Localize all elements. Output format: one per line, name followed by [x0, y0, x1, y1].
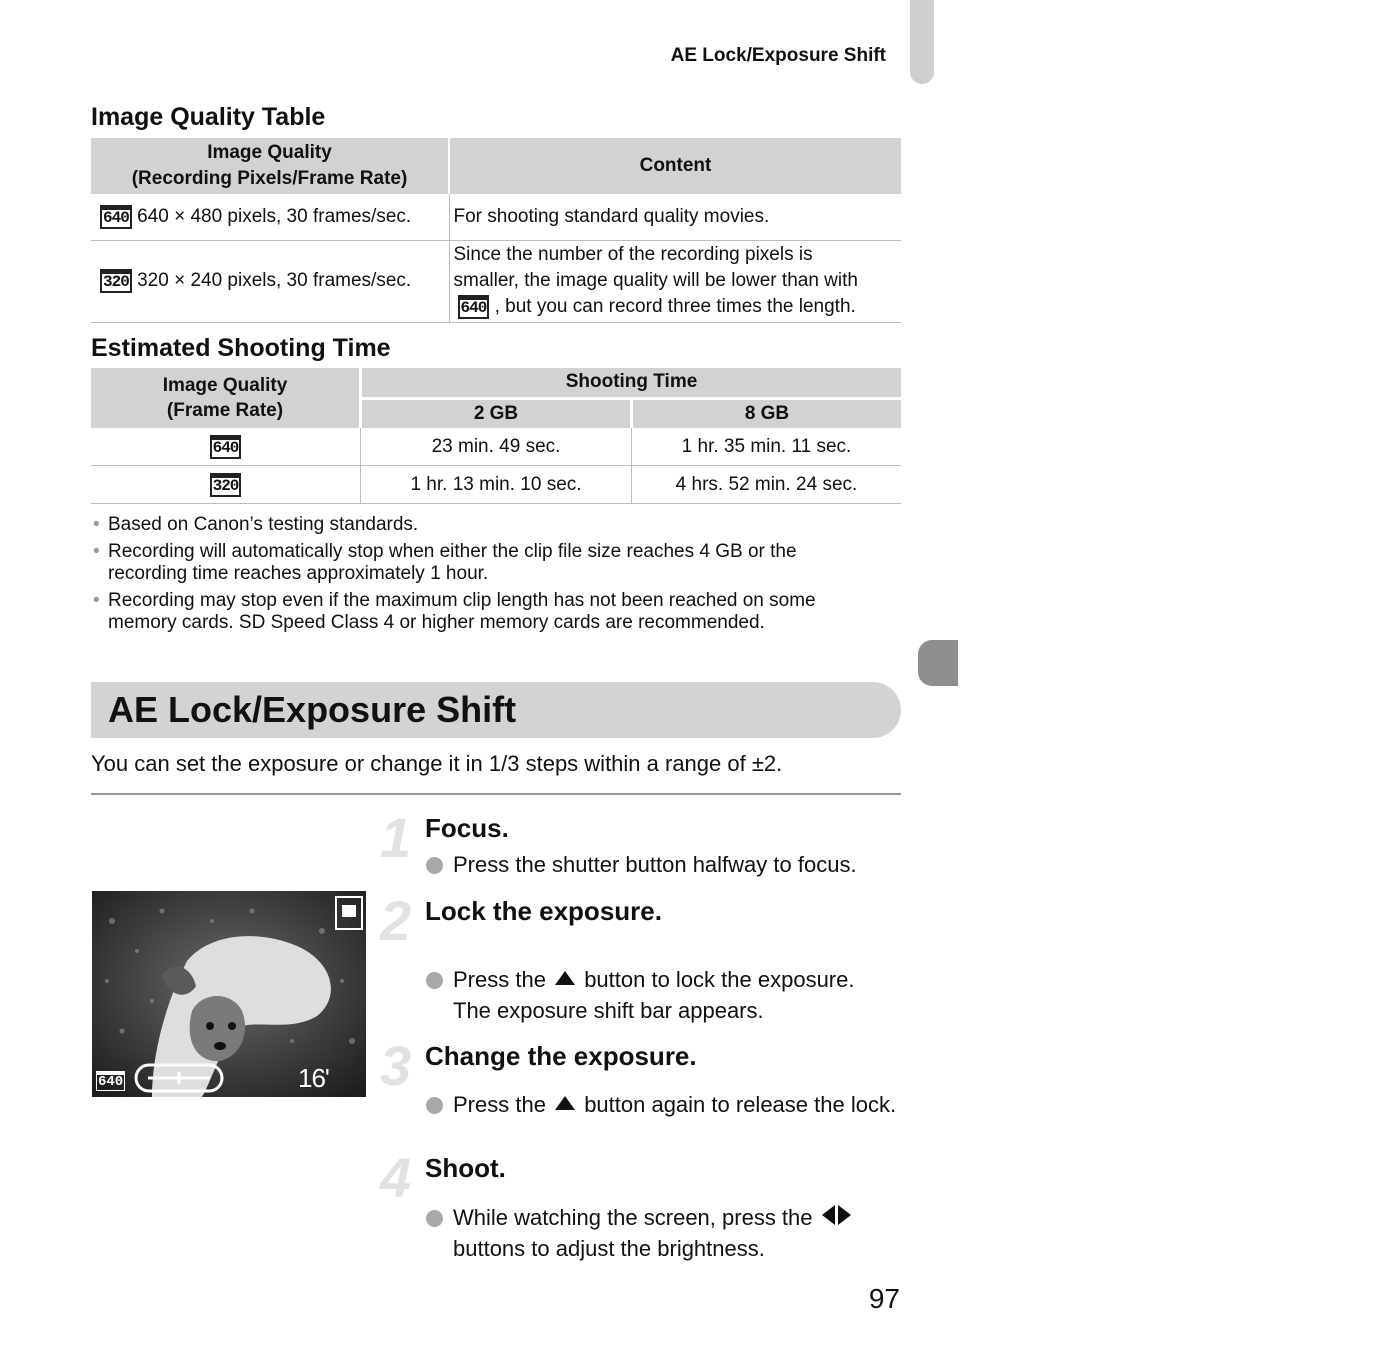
section-intro: You can set the exposure or change it in 1/3 steps within a range of ±2. — [91, 751, 783, 776]
time-remaining: 16' 27" — [298, 1063, 334, 1124]
bullet-icon — [426, 972, 443, 989]
bullet-icon — [426, 1097, 443, 1114]
movie-640-icon: 640 — [458, 295, 490, 319]
table-row: 320 1 hr. 13 min. 10 sec. 4 hrs. 52 min. 24 sec. — [91, 466, 901, 504]
left-right-arrow-buttons-icon — [822, 1202, 851, 1233]
page-number: 97 — [868, 1283, 900, 1314]
step-title: Focus. — [425, 813, 509, 843]
camera-lcd-screen — [92, 891, 366, 1124]
step-title: Change the exposure. — [425, 1041, 697, 1071]
step-number: 2 — [380, 889, 412, 952]
chapter-tab-top — [910, 0, 934, 84]
step-bullet: Press the shutter button halfway to focus. — [426, 849, 1380, 880]
notes-list — [93, 514, 903, 639]
note-item: • Based on Canon’s testing standards. — [93, 514, 419, 535]
table-row: 640 640 × 480 pixels, 30 frames/sec. For shooting standard quality movies. — [91, 194, 901, 240]
table-row: 640 23 min. 49 sec. 1 hr. 35 min. 11 sec. — [91, 428, 901, 466]
st-8gb-header: 8 GB — [632, 398, 902, 428]
step-number: 4 — [380, 1146, 412, 1209]
table-row: 320 320 × 240 pixels, 30 frames/sec. Since the number of the recording pixels is smaller, the image quality will be lower than with 640 , but you can record three times the length. — [91, 240, 901, 322]
running-head: AE Lock/Exposure Shift — [670, 45, 886, 66]
iq-col1-header: Image Quality (Recording Pixels/Frame Rate) — [91, 138, 449, 194]
shooting-time-table-heading: Estimated Shooting Time — [91, 334, 391, 362]
step-title: Shoot. — [425, 1153, 506, 1183]
movie-320-icon: 320 — [210, 473, 242, 497]
step-number: 1 — [380, 806, 412, 869]
step-title: Lock the exposure. — [425, 896, 662, 926]
st-group-header: Shooting Time — [361, 368, 902, 398]
image-quality-table — [91, 138, 901, 323]
movie-640-icon: 640 — [210, 435, 242, 459]
movie-320-icon: 320 — [100, 269, 132, 293]
note-item: • Recording will automatically stop when either the clip file size reaches 4 GB or the recording time reaches approximately 1 hour. — [93, 541, 797, 584]
up-arrow-button-icon — [555, 1096, 575, 1110]
section-title: AE Lock/Exposure Shift — [108, 689, 517, 730]
step-number: 3 — [380, 1034, 412, 1097]
image-quality-table-heading: Image Quality Table — [91, 103, 326, 131]
bullet-icon — [426, 857, 443, 874]
step-bullet: Press the button to lock the exposure. The exposure shift bar appears. — [426, 964, 933, 1026]
divider — [91, 793, 901, 795]
movie-640-icon: 640 — [96, 1071, 125, 1091]
st-2gb-header: 2 GB — [361, 398, 632, 428]
bullet-icon — [426, 1210, 443, 1227]
up-arrow-button-icon — [555, 971, 575, 985]
step-bullet: While watching the screen, press the buttons to adjust the brightness. — [426, 1202, 933, 1264]
step-bullet: Press the button again to release the lock. — [426, 1089, 933, 1120]
movie-640-icon: 640 — [100, 205, 132, 229]
iq-col2-header: Content — [449, 138, 901, 194]
st-col1-header: Image Quality (Frame Rate) — [91, 368, 361, 428]
note-item: • Recording may stop even if the maximum clip length has not been reached on some memory cards. SD Speed Class 4 or higher memory cards are recommended. — [93, 590, 816, 633]
chapter-tab-side — [918, 640, 958, 686]
shooting-time-table — [91, 368, 901, 504]
